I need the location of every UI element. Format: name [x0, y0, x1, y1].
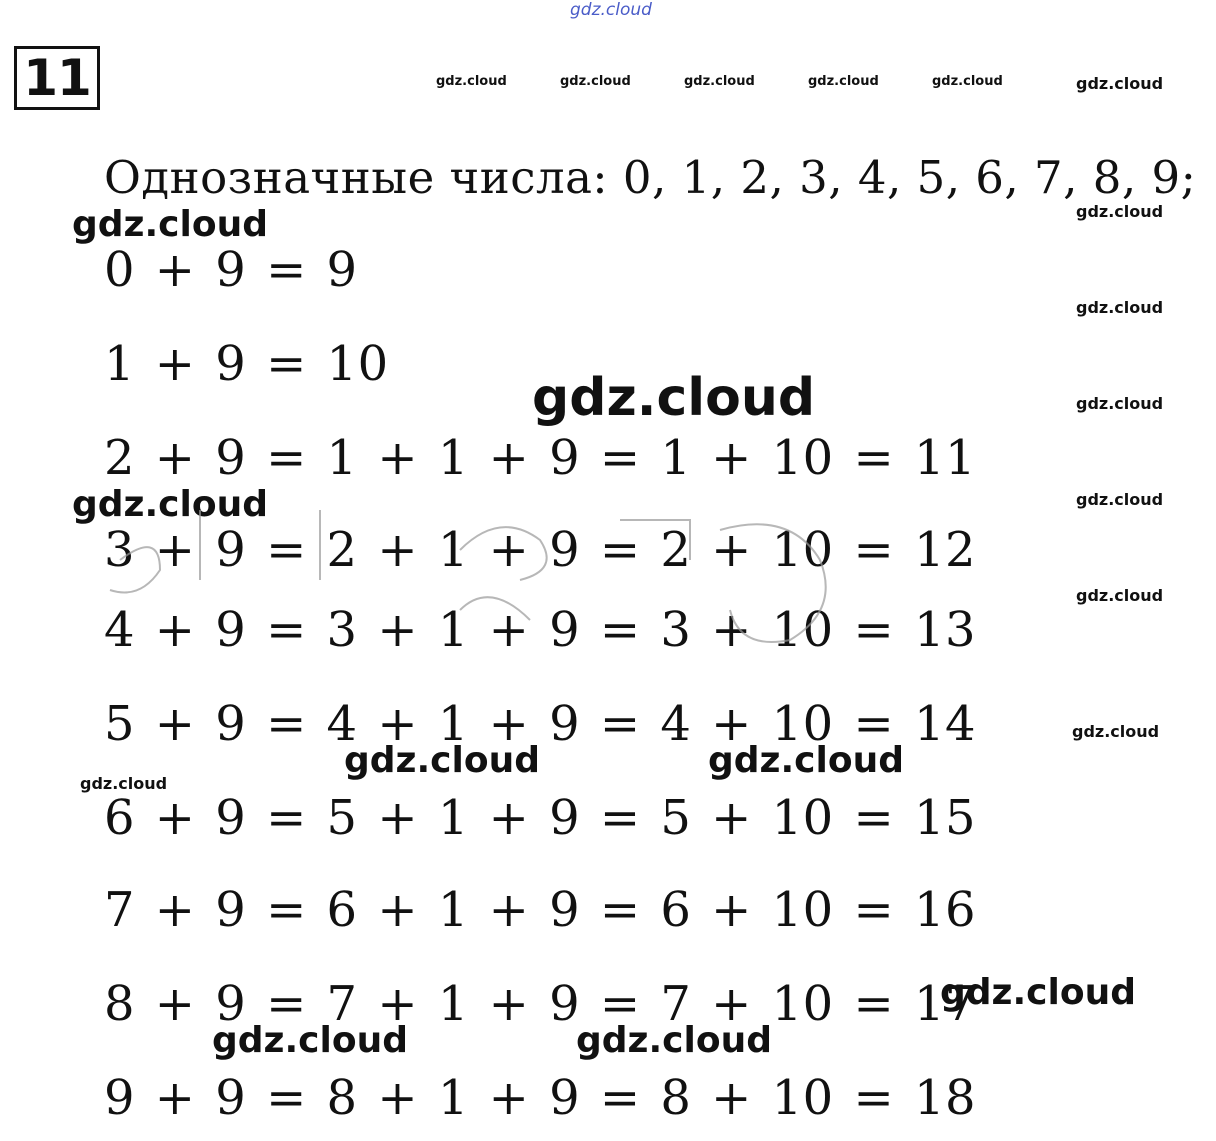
watermark: gdz.cloud	[684, 74, 755, 89]
watermark: gdz.cloud	[576, 1020, 772, 1061]
watermark-large: gdz.cloud	[532, 368, 816, 428]
watermark: gdz.cloud	[1076, 586, 1164, 605]
watermark: gdz.cloud	[932, 74, 1003, 89]
heading-single-digit-numbers: Однозначные числа: 0, 1, 2, 3, 4, 5, 6, 7, 8, 9;	[104, 151, 1197, 204]
watermark: gdz.cloud	[436, 74, 507, 89]
watermark: gdz.cloud	[560, 74, 631, 89]
watermark-top: gdz.cloud	[570, 0, 652, 20]
watermark: gdz.cloud	[1076, 394, 1164, 413]
watermark: gdz.cloud	[1076, 490, 1164, 509]
watermark: gdz.cloud	[940, 972, 1136, 1013]
equation-row: 0 + 9 = 9	[104, 242, 358, 298]
watermark: gdz.cloud	[1076, 298, 1164, 317]
watermark: gdz.cloud	[708, 740, 904, 781]
watermark: gdz.cloud	[1072, 722, 1160, 741]
watermark: gdz.cloud	[72, 204, 268, 245]
equation-row: 3 + 9 = 2 + 1 + 9 = 2 + 10 = 12	[104, 522, 977, 578]
watermark: gdz.cloud	[212, 1020, 408, 1061]
watermark: gdz.cloud	[1076, 202, 1164, 221]
equation-row: 2 + 9 = 1 + 1 + 9 = 1 + 10 = 11	[104, 430, 977, 486]
equation-row: 9 + 9 = 8 + 1 + 9 = 8 + 10 = 18	[104, 1070, 977, 1126]
problem-number-box: 11	[14, 46, 100, 110]
watermark: gdz.cloud	[808, 74, 879, 89]
equation-row: 6 + 9 = 5 + 1 + 9 = 5 + 10 = 15	[104, 790, 977, 846]
equation-row: 8 + 9 = 7 + 1 + 9 = 7 + 10 = 17	[104, 976, 977, 1032]
equation-row: 4 + 9 = 3 + 1 + 9 = 3 + 10 = 13	[104, 602, 977, 658]
equation-row: 7 + 9 = 6 + 1 + 9 = 6 + 10 = 16	[104, 882, 977, 938]
watermark: gdz.cloud	[344, 740, 540, 781]
equation-row: 5 + 9 = 4 + 1 + 9 = 4 + 10 = 14	[104, 696, 977, 752]
watermark: gdz.cloud	[80, 774, 168, 793]
equation-row: 1 + 9 = 10	[104, 336, 389, 392]
watermark: gdz.cloud	[72, 484, 268, 525]
watermark: gdz.cloud	[1076, 74, 1164, 93]
